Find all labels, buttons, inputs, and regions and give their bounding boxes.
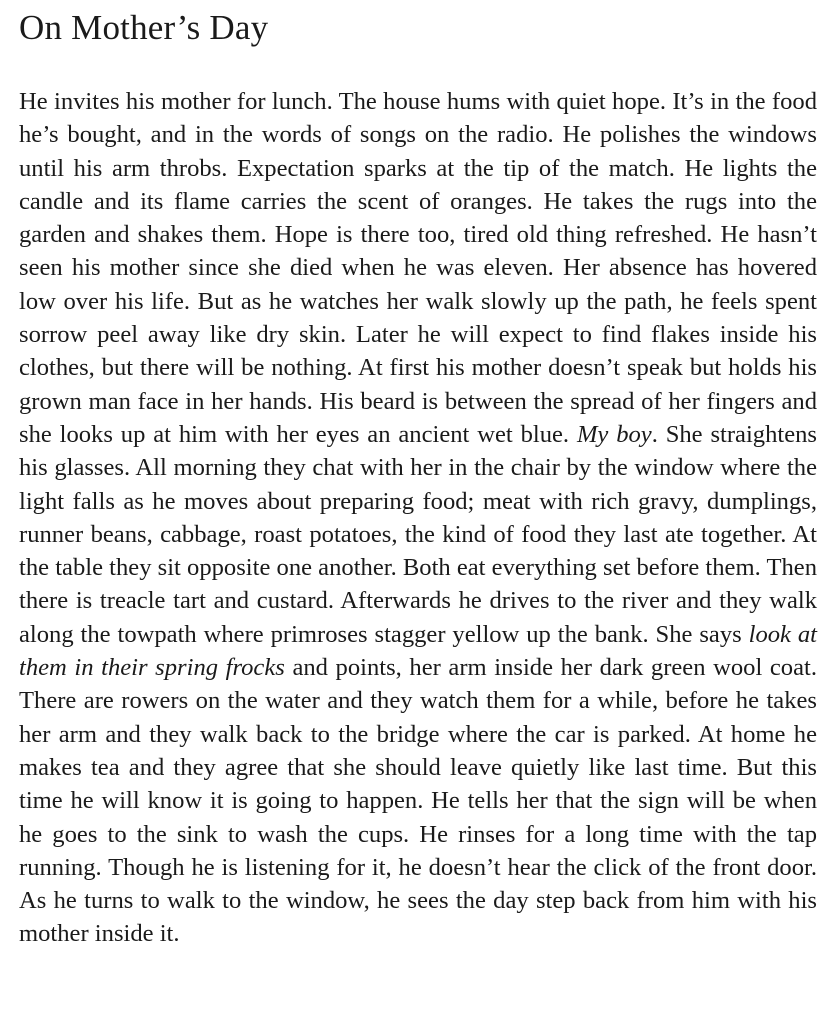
poem-text-part-1: He invites his mother for lunch. The house hums with quiet hope. It’s in the food he’s bought, and in the words of songs on the radio. He polishes the windows until his arm throbs. Expectation sparks at the tip of the match. He lights the candle and its flame carries the scent of oranges. He takes the rugs into the garden and shakes them. Hope is there too, tired old thing refreshed. He hasn’t seen his mother since she died when he was eleven. Her absence has hovered low over his life. But as he watches her walk slowly up the path, he feels spent sorrow peel away like dry skin. Later he will expect to find flakes inside his clothes, but there will be nothing. At first his mother doesn’t speak but holds his grown man face in her hands. His beard is between the spread of her fingers and she looks up at him with her eyes an ancient wet blue. [19,88,817,448]
poem-body [19,85,817,951]
poem-text-part-2: . She straightens his glasses. All morning they chat with her in the chair by the window where the light falls as he moves about preparing food; meat with rich gravy, dumplings, runner beans, cabbage, roast potatoes, the kind of food they last ate together. At the table they sit opposite one another. Both eat everything set before them. Then there is treacle tart and custard. Afterwards he drives to the river and they walk along the towpath where primroses stagger yellow up the bank. She says [19,420,817,648]
poem-title: On Mother’s Day [19,8,269,47]
poem-italic-my-boy: My boy [576,420,652,448]
poem-text-part-3: and points, her arm inside her dark green wool coat. There are rowers on the water and they watch them for a while, before he takes her arm and they walk back to the bridge where the car is parked. At home he makes tea and they agree that she should leave quietly like last time. But this time he will know it is going to happen. He tells her that the sign will be when he goes to the sink to wash the cups. He rinses for a long time with the tap running. Though he is listening for it, he doesn’t hear the click of the front door. As he turns to walk to the window, he sees the day step back from him with his mother inside it. [19,654,817,948]
poem-italic-spring-frocks: look at them in their spring frocks [19,620,817,682]
